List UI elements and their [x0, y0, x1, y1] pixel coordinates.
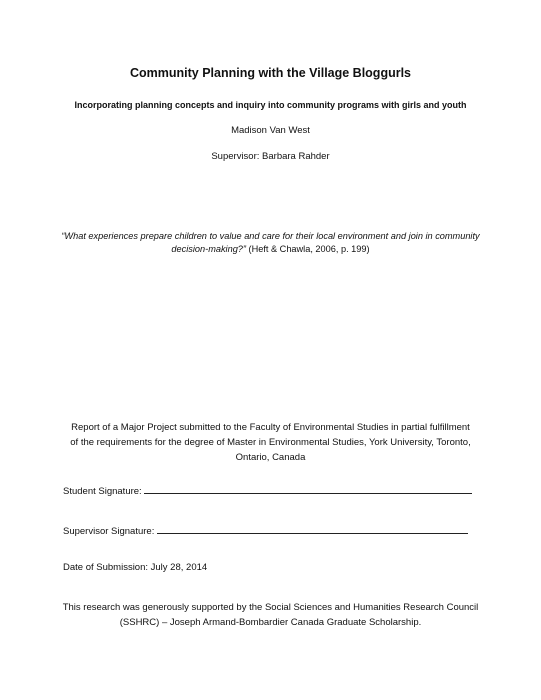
supervisor-signature-label: Supervisor Signature:: [63, 526, 157, 537]
quote-text: “What experiences prepare children to value and care for their local environment and join in community decision-making?”: [61, 231, 480, 254]
supervisor-signature-row: [63, 524, 468, 537]
student-signature-row: [63, 484, 472, 497]
document-subtitle: Incorporating planning concepts and inquiry into community programs with girls and youth: [74, 100, 467, 110]
supervisor-name: Supervisor: Barbara Rahder: [211, 151, 330, 162]
report-statement: Report of a Major Project submitted to the Faculty of Environmental Studies in partial fulfillment of the requirements for the degree of Master in Environmental Studies, York University, Toronto, Ontario, Canada: [70, 422, 471, 463]
epigraph-quote: [60, 230, 481, 256]
funding-statement: This research was generously supported by the Social Sciences and Humanities Research Council (SSHRC) – Joseph Armand-Bombardier Canada Graduate Scholarship.: [62, 602, 479, 628]
author-name: Madison Van West: [231, 125, 310, 136]
student-signature-line: [144, 484, 472, 494]
student-signature-label: Student Signature:: [63, 486, 145, 497]
quote-citation: (Heft & Chawla, 2006, p. 199): [245, 244, 370, 254]
supervisor-signature-line: [157, 524, 468, 534]
document-title: Community Planning with the Village Bloggurls: [129, 66, 412, 80]
submission-date: Date of Submission: July 28, 2014: [63, 562, 208, 573]
